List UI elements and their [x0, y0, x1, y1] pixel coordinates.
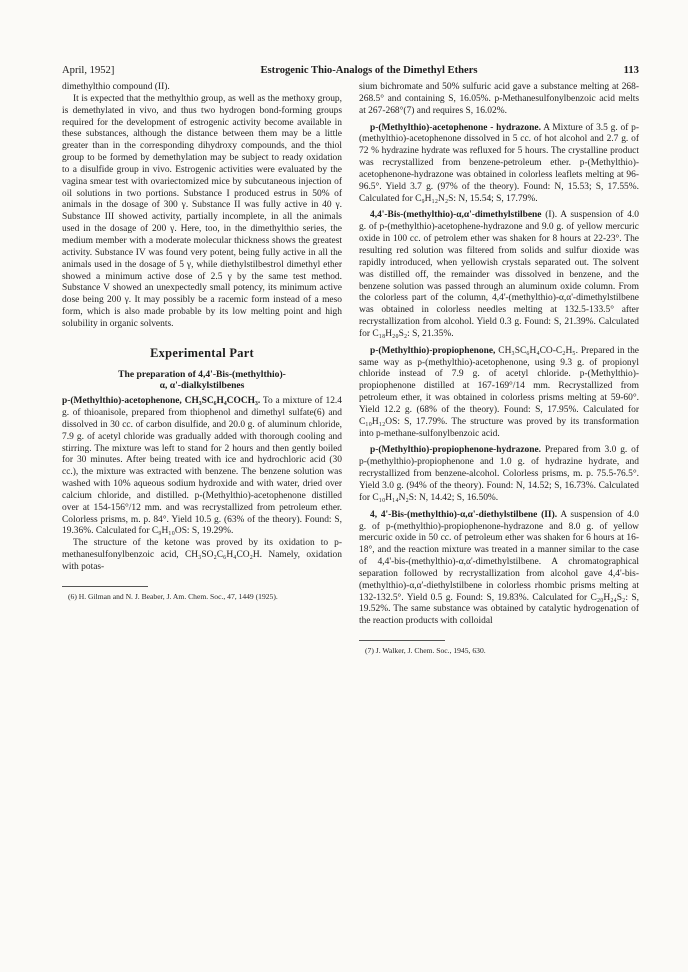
run-in-heading: 4,4'-Bis-(methylthio)-α,α'-dimethylstilbene	[370, 210, 542, 221]
footnote: (6) H. Gilman and N. J. Beaber, J. Am. Chem. Soc., 47, 1449 (1925).	[68, 591, 278, 601]
paragraph-text: A suspension of 4.0 g. of p-(methylthio)-propiophenone-hydrazone and 8.0 g. of yellow mercuric oxide in 50 cc. of petroleum ether was shaken for 6 hours at 16-18°, and the reaction mixture was treated in a manner similar to the case of 4,4'-bis-(methylthio)-α,α'-dimethylstilbene. A chromatographical separation followed by recrystallization from alcohol gave 4,4'-bis-(methylthio)-α,α'-diethylstilbene in colorless rhombic prisms melting at 132-132.5°. Yield 0.5 g. Found: S, 19.83%. Calculated for C₂₀H₂₄S₂: S, 19.52%. The same substance was obtained by catalytic hydrogenation of the reaction products with colloidal	[359, 509, 639, 627]
run-in-heading: p-(Methylthio)-propiophenone,	[370, 345, 496, 356]
two-column-body	[62, 82, 639, 656]
paragraph-text: (I). A suspension of 4.0 g. of p-(methylthio)-acetophene-hydrazone and 9.0 g. of yellow mercuric oxide in 100 cc. of petrolem ether was shaken for 8 hours at 22-23°. The resulting red solution was filtered from solids and sulfur dioxide was rapidly introduced, when yellowish crystals separated out. The solvent was distilled off, the remainder was dissolved in benzene, and the benzene solution was passed through an aluminum oxide column. From the colorless part of the column, 4,4'-(methylthio)-α,α'-dimethylstilbene was obtained in colorless needles melting at 132.5-133.5° after recrystallization from alcohol. Yield 0.3 g. Found: S, 21.39%. Calculated for C₁₈H₂₀S₂: S, 21.35%.	[359, 210, 639, 339]
body-paragraph: sium bichromate and 50% sulfuric acid gave a substance melting at 268-268.5° and containing S, 16.05%. p-Methanesulfonylbenzoic acid melts at 267-268°(7) and requires S, 16.02%.	[359, 82, 639, 116]
experimental-paragraph	[359, 445, 639, 504]
footnote-rule	[359, 640, 445, 641]
subsection-heading	[62, 369, 342, 393]
header-title: Estrogenic Thio-Analogs of the Dimethyl Ethers	[260, 65, 478, 76]
run-in-heading: p-(Methylthio)-propiophenone-hydrazone.	[370, 445, 542, 456]
paragraph-text: CH₃SC₆H₄CO-C₂H₅. Prepared in the same way as p-(methylthio)-acetophenone, using 9.3 g. of propionyl chloride instead of 7.9 g. of acetyl chloride. p-(Methylthio)-propiophenone distilled at 167-169°/14 mm. Recrystallized from petroleum ether, it was obtained in colorless prisms melting at 59-60°. Yield 12.2 g. (68% of the theory). Found: S, 17.95%. Calculated for C₁₀H₁₂OS: S, 17.79%. The structure was proved by its transformation into p-methane-sulfonylbenzoic acid.	[359, 345, 639, 439]
footnote: (7) J. Walker, J. Chem. Soc., 1945, 630.	[365, 646, 486, 656]
experimental-paragraph	[359, 346, 639, 441]
running-header	[62, 64, 639, 77]
footnote-rule	[62, 586, 148, 587]
paragraph-text: To a mixture of 12.4 g. of thioanisole, prepared from thiophenol and dimethyl sulfate(6) and dissolved in 30 cc. of carbon disulfide, and 20.0 g. of aluminum chloride, 7.9 g. of acetyl chloride was gradually added with thorough cooling and stirring. The mixture was left to stand for 2 hours and then gently boiled for 30 minutes. After being treated with ice and hydrochloric acid (30 cc.), the mixture was extracted with benzene. The benzene solution was washed with 10% aqueous sodium hydroxide and with water, dried over calcium chloride, and distilled. p-(Methylthio)-acetophenone distilled over at 154-156°/12 mm. and was recrystallized from petroleum ether. Colorless prisms, m. p. 84°. Yield 10.5 g. (63% of the theory). Found: S, 19.36%. Calculated for C₉H₁₀OS: S, 19.29%.	[62, 396, 342, 537]
page-number: 113	[623, 65, 639, 76]
header-date: April, 1952]	[62, 65, 115, 76]
body-paragraph: dimethylthio compound (II).	[62, 82, 170, 92]
right-column	[359, 82, 639, 656]
run-in-heading: p-(Methylthio)-acetophenone - hydrazone.	[370, 122, 541, 133]
body-paragraph: It is expected that the methylthio group, as well as the methoxy group, is demethylated in vivo, and thus two hydrogen bond-forming groups required for the development of estrogenic activity become available in these substances, although the distance between them may be a little greater than in the corresponding dihydroxy compounds, and the thiol group to be formed by demethylation may be subject to ready oxidation to a disulfide group in vivo. Estrogenic activities were evaluated by the vagina smear test with ovariectomized mice by subcutaneous injection of oil solutions in two portions. Substance I produced estrus in 50% of animals in the dosage of 300 γ. Substance II was fully active in 40 γ. Substance III showed activity, partially incomplete, in all the animals used in the dosage of 200 γ. Here, too, in the dimethylthio series, the medium member with a moderate molecular thickness shows the greatest activity. Substance IV was found very potent, being fully active in all the animals used in the dosage of 5 γ, while diethylstilbestrol dimethyl ether showed a minimum active dose of 2.5 γ by the same test method. Substance V showed an unexpectedly small potency, its minimum active dose being 200 γ. It may possibly be a racemic form instead of a meso form, which is also made probable by its low melting point and high solubility in organic solvents.	[62, 93, 342, 329]
section-heading: Experimental Part	[150, 345, 254, 360]
subsection-heading-line: The preparation of 4,4'-Bis-(methylthio)-	[118, 368, 286, 380]
experimental-paragraph	[359, 210, 639, 340]
experimental-paragraph	[359, 123, 639, 206]
left-column	[62, 82, 342, 656]
subsection-heading-line: α, α'-dialkylstilbenes	[159, 380, 245, 392]
experimental-paragraph	[62, 396, 342, 538]
run-in-heading: p-(Methylthio)-acetophenone, CH₃SC₆H₄COCH₃.	[62, 396, 261, 407]
experimental-paragraph	[359, 510, 639, 628]
paragraph-text: Prepared from 3.0 g. of p-(methylthio)-propiophenone and 1.0 g. of hydrazine hydrate, and recrystallized from benzene-alcohol. Colorless prisms, m. p. 75.5-76.5°. Yield 3.0 g. (94% of the theory). Found: N, 14.52; S, 16.73%. Calculated for C₁₀H₁₄N₂S: N, 14.42; S, 16.50%.	[359, 445, 640, 503]
body-paragraph: The structure of the ketone was proved by its oxidation to p-methanesulfonylbenzoic acid, CH₃SO₂C₆H₄CO₂H. Namely, oxidation with potas-	[62, 538, 342, 572]
paragraph-text: A Mixture of 3.5 g. of p-(methylthio)-acetophenone dissolved in 5 cc. of hot alcohol and 2.7 g. of 72 % hydrazine hydrate was refluxed for 5 hours. The crystalline product was recrystallized from benzene-petroleum ether. p-(Methylthio)-acetophenone-hydrazone was obtained in colorless leaflets melting at 96-96.5°. Yield 3.7 g. (97% of the theory). Found: N, 15.53; S, 17.55%. Calculated for C₉H₁₂N₂S: N, 15.54; S, 17.79%.	[359, 122, 639, 204]
run-in-heading: 4, 4'-Bis-(methylthio)-α,α'-diethylstilbene (II).	[370, 509, 558, 520]
